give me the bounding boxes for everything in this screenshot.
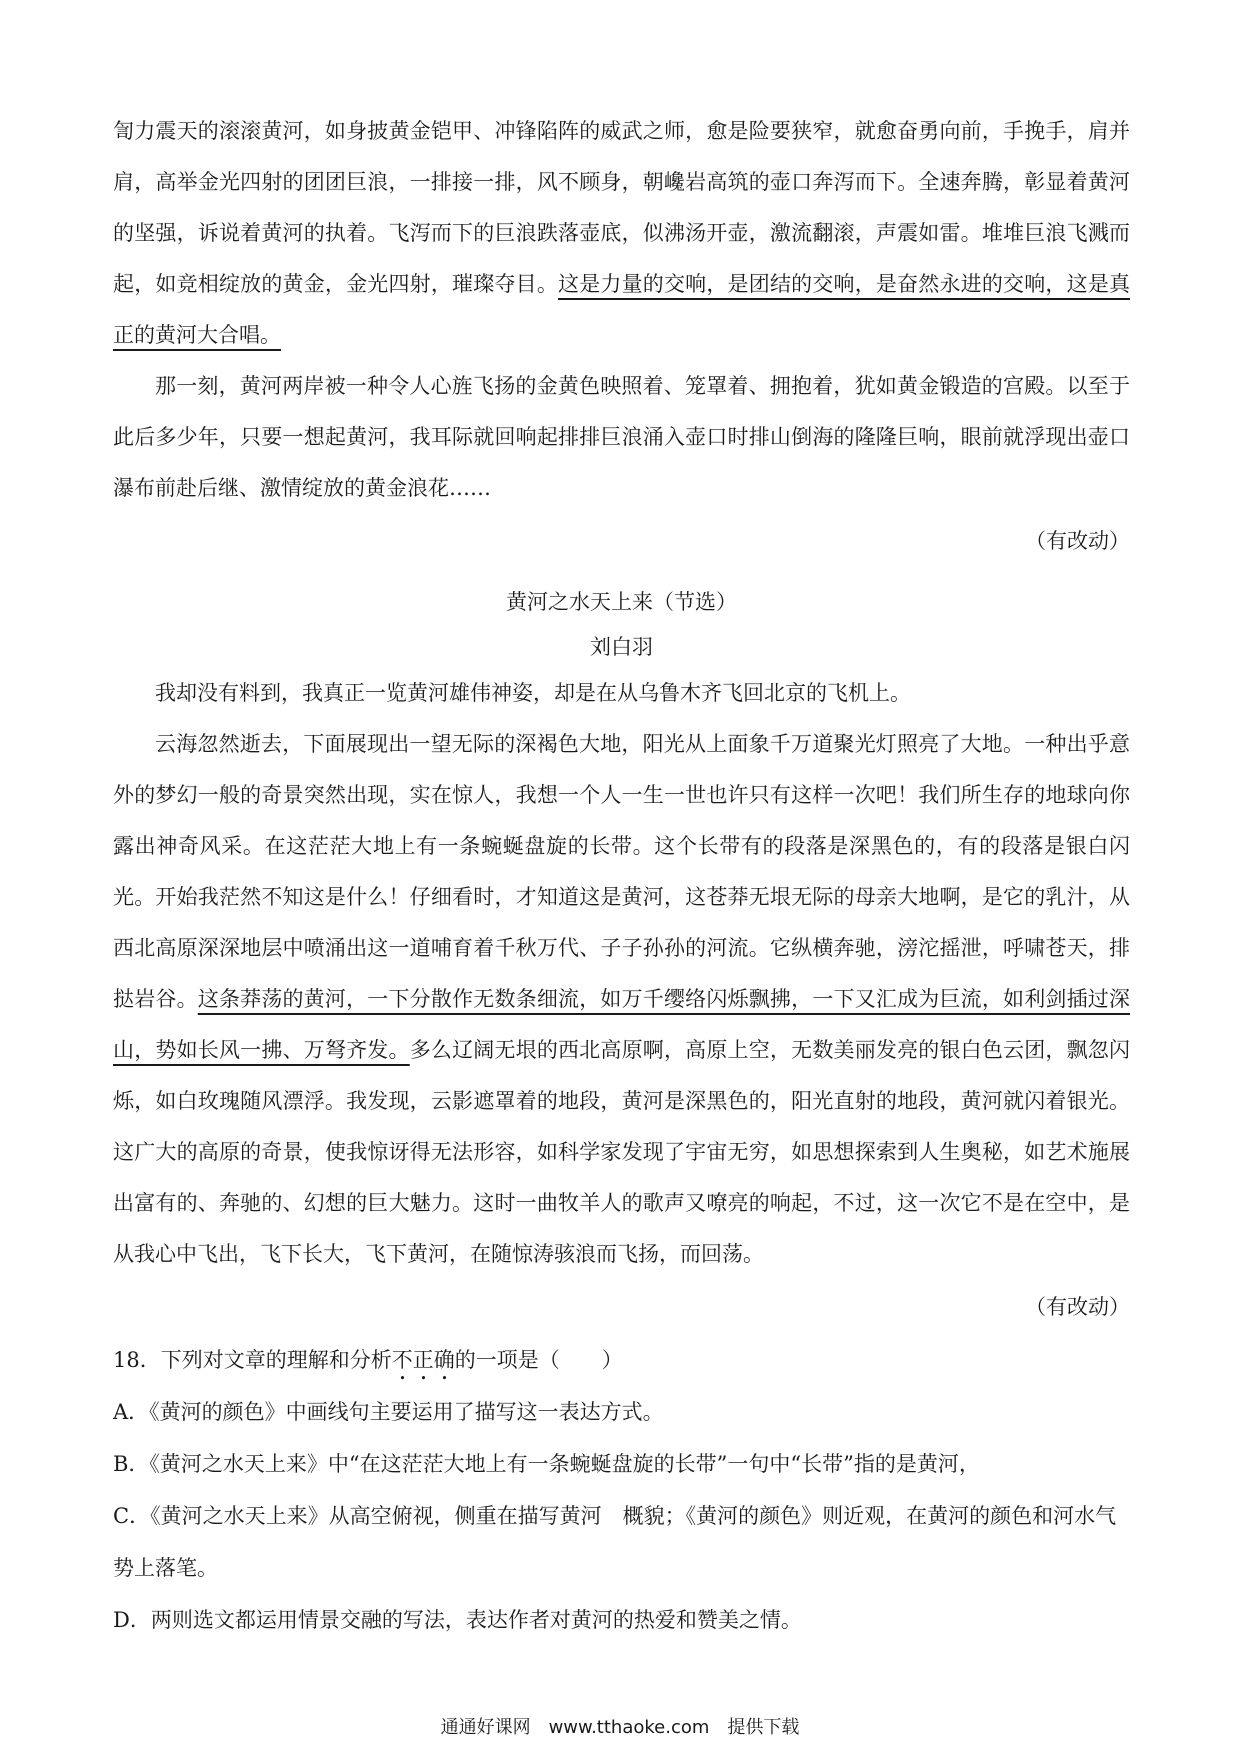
passage2-paragraph-1: 我却没有料到，我真正一览黄河雄伟神姿，却是在从乌鲁木齐飞回北京的飞机上。 — [155, 681, 911, 705]
page-footer: 通通好课网 www.tthaoke.com 提供下载 — [440, 1717, 800, 1738]
passage1-source-note: （有改动） — [1025, 529, 1130, 553]
passage1-paragraph-2: 那一刻，黄河两岸被一种令人心旌飞扬的金黄色映照着、笼罩着、拥抱着，犹如黄金锻造的宫殿。以至于此后多少年，只要一想起黄河，我耳际就回响起排排巨浪涌入壶口时排山倒海的隆隆巨响，眼前就浮现出壶口瀑布前赴后继、激情绽放的黄金浪花…… — [113, 374, 1130, 500]
passage2-paragraph-2-text-a: 云海忽然逝去，下面展现出一望无际的深褐色大地，阳光从上面象千万道聚光灯照亮了大地。一种出乎意外的梦幻一般的奇景突然出现，实在惊人，我想一个人一生一世也许只有这样一次吧！我们所生存的地球向你露出神奇风采。在这茫茫大地上有一条蜿蜒盘旋的长带。这个长带有的段落是深黑色的，有的段落是银白闪光。开始我茫然不知这是什么！仔细看时，才知道这是黄河，这苍莽无垠无际的母亲大地啊，是它的乳汁，从西北高原深深地层中喷涌出这一道哺育着千秋万代、子子孙孙的河流。它纵横奔驰，滂沱摇泄，呼啸苍天，排挞岩谷。 — [113, 732, 1130, 1011]
option-d: D．两则选文都运用情景交融的写法，表达作者对黄河的热爱和赞美之情。 — [113, 1608, 802, 1632]
passage2-paragraph-2-text-b: 多么辽阔无垠的西北高原啊，高原上空，无数美丽发亮的银白色云团，飘忽闪烁，如白玫瑰随风漂浮。我发现，云影遮罩着的地段，黄河是深黑色的，阳光直射的地段，黄河就闪着银光。这广大的高原的奇景，使我惊讶得无法形容，如科学家发现了宇宙无穷，如思想探索到人生奥秘，如艺术施展出富有的、奔驰的、幻想的巨大魅力。这时一曲牧羊人的歌声又嘹亮的响起，不过，这一次它不是在空中，是从我心中飞出，飞下长大，飞下黄河，在随惊涛骇浪而飞扬，而回荡。 — [113, 1038, 1131, 1266]
passage1-paragraph-1-text: 訇力震天的滚滚黄河，如身披黄金铠甲、冲锋陷阵的威武之师，愈是险要狭窄，就愈奋勇向前，手挽手，肩并肩，高举金光四射的团团巨浪，一排接一排，风不顾身，朝巉岩高筑的壶口奔泻而下。全速奔腾，彰显着黄河的坚强，诉说着黄河的执着。飞泻而下的巨浪跌落壶底，似沸汤开壶，激流翻滚，声震如雷。堆堆巨浪飞溅而起，如竞相绽放的黄金，金光四射，璀璨夺目。 — [113, 119, 1130, 296]
question-stem-a: 18．下列对文章的理解和分析 — [113, 1348, 392, 1372]
underlined-sentence: 这条莽荡的黄河，一下分散作无数条细流，如万千缨络闪烁飘拂，一下又汇成为巨流，如利剑插过深山，势如长风一拂、万弩齐发。 — [113, 987, 1130, 1062]
question-stem-emphasis: 不正确 — [391, 1348, 455, 1372]
option-a: A．《黄河的颜色》中画线句主要运用了描写这一表达方式。 — [113, 1400, 664, 1424]
underlined-sentence: 这是力量的交响，是团结的交响，是奋然永进的交响，这是真正的黄河大合唱。 — [113, 272, 1131, 347]
question-stem — [113, 1334, 1130, 1386]
passage1-paragraph-1 — [113, 106, 1130, 361]
question-stem-b: 的一项是（ ） — [454, 1348, 623, 1372]
passage2-author: 刘白羽 — [590, 635, 653, 659]
passage2-source-note: （有改动） — [1025, 1295, 1130, 1319]
option-b: B．《黄河之水天上来》中“在这茫茫大地上有一条蜿蜒盘旋的长带”一句中“长带”指的是黄河， — [113, 1452, 980, 1476]
passage2-paragraph-2 — [113, 719, 1130, 1280]
option-c: C．《黄河之水天上来》从高空俯视，侧重在描写黄河 概貌；《黄河的颜色》则近观，在黄河的颜色和河水气势上落笔。 — [113, 1504, 1117, 1580]
page-content — [113, 106, 1130, 1646]
passage2-title: 黄河之水天上来（节选） — [506, 590, 737, 614]
